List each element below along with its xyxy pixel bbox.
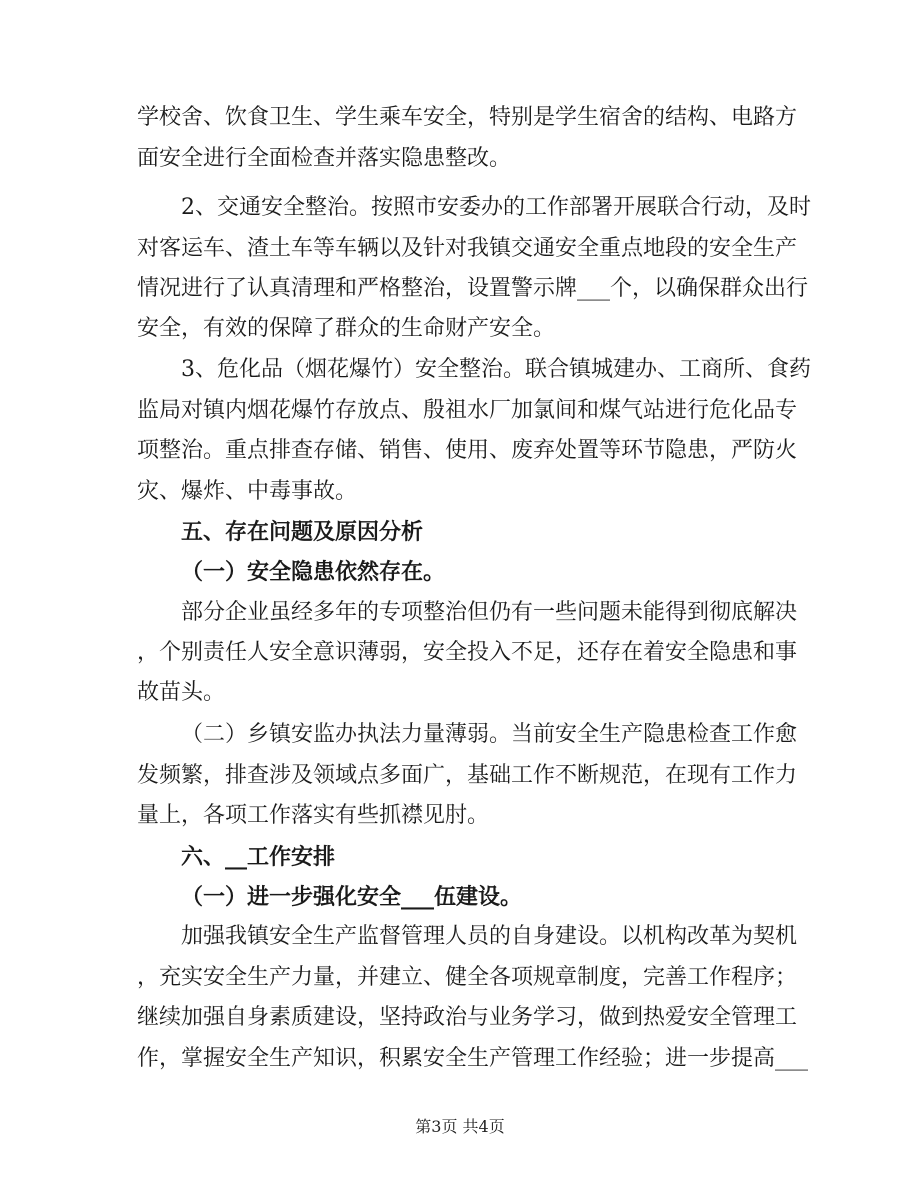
paragraph-traffic-safety: 2、交通安全整治。按照市安委办的工作部署开展联合行动，及时	[181, 195, 811, 220]
body-text-line: 学校舍、饮食卫生、学生乘车安全，特别是学生宿舍的结构、电路方	[137, 105, 798, 130]
body-text-line: 作，掌握安全生产知识，积累安全生产管理工作经验；进一步提高___	[137, 1046, 809, 1071]
body-text-line: 项整治。重点排查存储、销售、使用、废弃处置等环节隐患，严防火	[137, 438, 798, 463]
body-text-line: 情况进行了认真清理和严格整治，设置警示牌___个，以确保群众出行	[137, 276, 809, 301]
body-text-line: 监局对镇内烟花爆竹存放点、殷祖水厂加氯间和煤气站进行危化品专	[137, 398, 798, 423]
paragraph-team-building: 加强我镇安全生产监督管理人员的自身建设。以机构改革为契机	[181, 924, 798, 949]
body-text-line: 量上，各项工作落实有些抓襟见肘。	[137, 803, 490, 828]
paragraph-hazardous-goods: 3、危化品（烟花爆竹）安全整治。联合镇城建办、工商所、食药	[181, 357, 811, 382]
paragraph-enterprise-issues: 部分企业虽经多年的专项整治但仍有一些问题未能得到彻底解决	[181, 600, 798, 625]
paragraph-enforcement-weak: （二）乡镇安监办执法力量薄弱。当前安全生产隐患检查工作愈	[181, 722, 798, 747]
section-heading-work-plan: 六、__工作安排	[181, 844, 336, 870]
subheading-team-building: （一）进一步强化安全___伍建设。	[181, 884, 523, 910]
body-text-line: 发频繁，排查涉及领域点多面广，基础工作不断规范，在现有工作力	[137, 763, 798, 788]
body-text-line: 继续加强自身素质建设，坚持政治与业务学习，做到热爱安全管理工	[137, 1005, 798, 1030]
body-text-line: 对客运车、渣土车等车辆以及针对我镇交通安全重点地段的安全生产	[137, 236, 798, 261]
body-text-line: 面安全进行全面检查并落实隐患整改。	[137, 146, 512, 171]
page-number-footer: 第3页 共4页	[415, 1117, 505, 1136]
subheading-hidden-dangers: （一）安全隐患依然存在。	[181, 559, 446, 585]
body-text-line: 安全，有效的保障了群众的生命财产安全。	[137, 316, 556, 341]
section-heading-problems: 五、存在问题及原因分析	[181, 519, 424, 545]
body-text-line: 故苗头。	[137, 680, 226, 705]
body-text-line: ，个别责任人安全意识薄弱，安全投入不足，还存在着安全隐患和事	[137, 640, 798, 665]
body-text-line: 灾、爆炸、中毒事故。	[137, 479, 358, 504]
body-text-line: ，充实安全生产力量，并建立、健全各项规章制度，完善工作程序；	[137, 965, 798, 990]
